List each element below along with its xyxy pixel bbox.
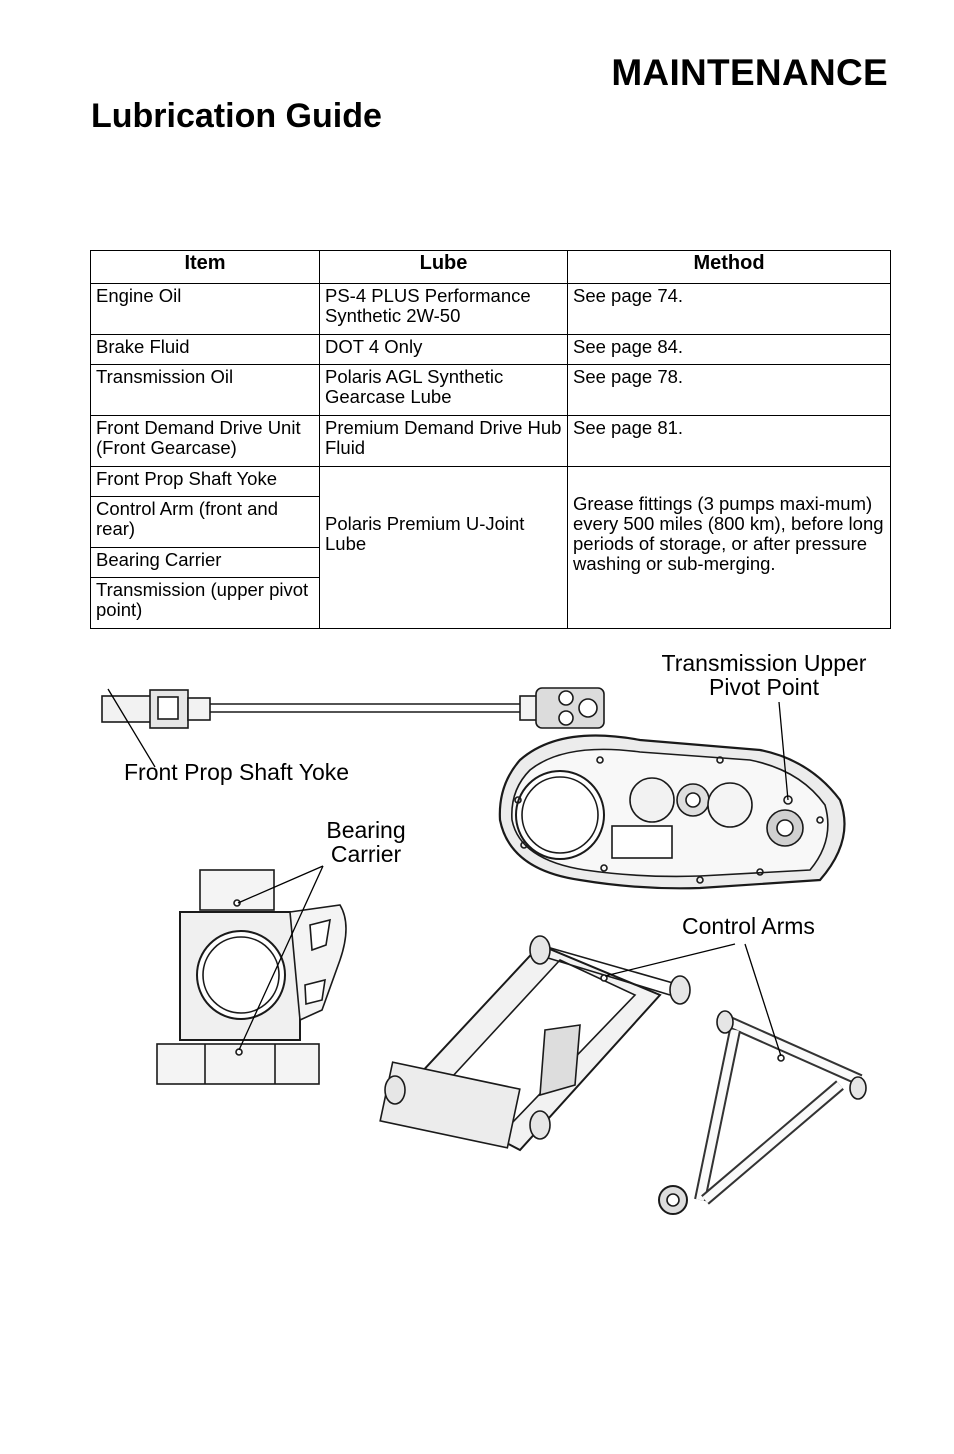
bearing-carrier-drawing: [157, 870, 346, 1084]
lube-cell: Premium Demand Drive Hub Fluid: [320, 416, 568, 467]
table-header-row: [91, 251, 891, 284]
lubrication-table: [90, 250, 891, 629]
column-header-lube: Lube: [320, 251, 568, 284]
component-illustration: [0, 640, 954, 1260]
table-row: [91, 416, 891, 467]
label-transmission-line1: Transmission Upper: [661, 650, 867, 676]
method-cell: See page 78.: [568, 365, 891, 416]
method-cell: See page 84.: [568, 335, 891, 365]
upper-control-arm-drawing: [659, 1011, 866, 1214]
label-front-prop-shaft-yoke: Front Prop Shaft Yoke: [124, 759, 350, 785]
item-cell: Bearing Carrier: [91, 548, 320, 578]
item-cell: Control Arm (front and rear): [91, 497, 320, 548]
column-header-item: Item: [91, 251, 320, 284]
method-cell: See page 81.: [568, 416, 891, 467]
label-bearing-line2: Carrier: [330, 841, 402, 867]
item-cell: Front Demand Drive Unit (Front Gearcase): [91, 416, 320, 467]
section-title: MAINTENANCE: [611, 52, 888, 93]
table-row: [91, 284, 891, 335]
item-cell: Transmission Oil: [91, 365, 320, 416]
lube-cell: Polaris Premium U-Joint Lube: [320, 467, 568, 629]
method-cell: Grease fittings (3 pumps maxi-mum) every 500 miles (800 km), before long periods of storage, or after pressure washing or sub-merging.: [568, 467, 891, 629]
label-transmission-line2: Pivot Point: [709, 674, 819, 700]
lube-cell: PS-4 PLUS Performance Synthetic 2W-50: [320, 284, 568, 335]
method-cell: See page 74.: [568, 284, 891, 335]
column-header-method: Method: [568, 251, 891, 284]
label-control-arms: Control Arms: [682, 913, 815, 939]
item-cell: Transmission (upper pivot point): [91, 578, 320, 629]
table-row: [91, 467, 891, 497]
prop-shaft-drawing: [102, 688, 604, 728]
transmission-drawing: [500, 736, 845, 889]
table-row: [91, 365, 891, 416]
item-cell: Brake Fluid: [91, 335, 320, 365]
table-row: [91, 335, 891, 365]
lube-cell: Polaris AGL Synthetic Gearcase Lube: [320, 365, 568, 416]
lube-cell: DOT 4 Only: [320, 335, 568, 365]
item-cell: Front Prop Shaft Yoke: [91, 467, 320, 497]
label-bearing-line1: Bearing: [326, 817, 406, 843]
lower-control-arm-drawing: [380, 936, 690, 1150]
item-cell: Engine Oil: [91, 284, 320, 335]
page-title: Lubrication Guide: [91, 97, 382, 135]
